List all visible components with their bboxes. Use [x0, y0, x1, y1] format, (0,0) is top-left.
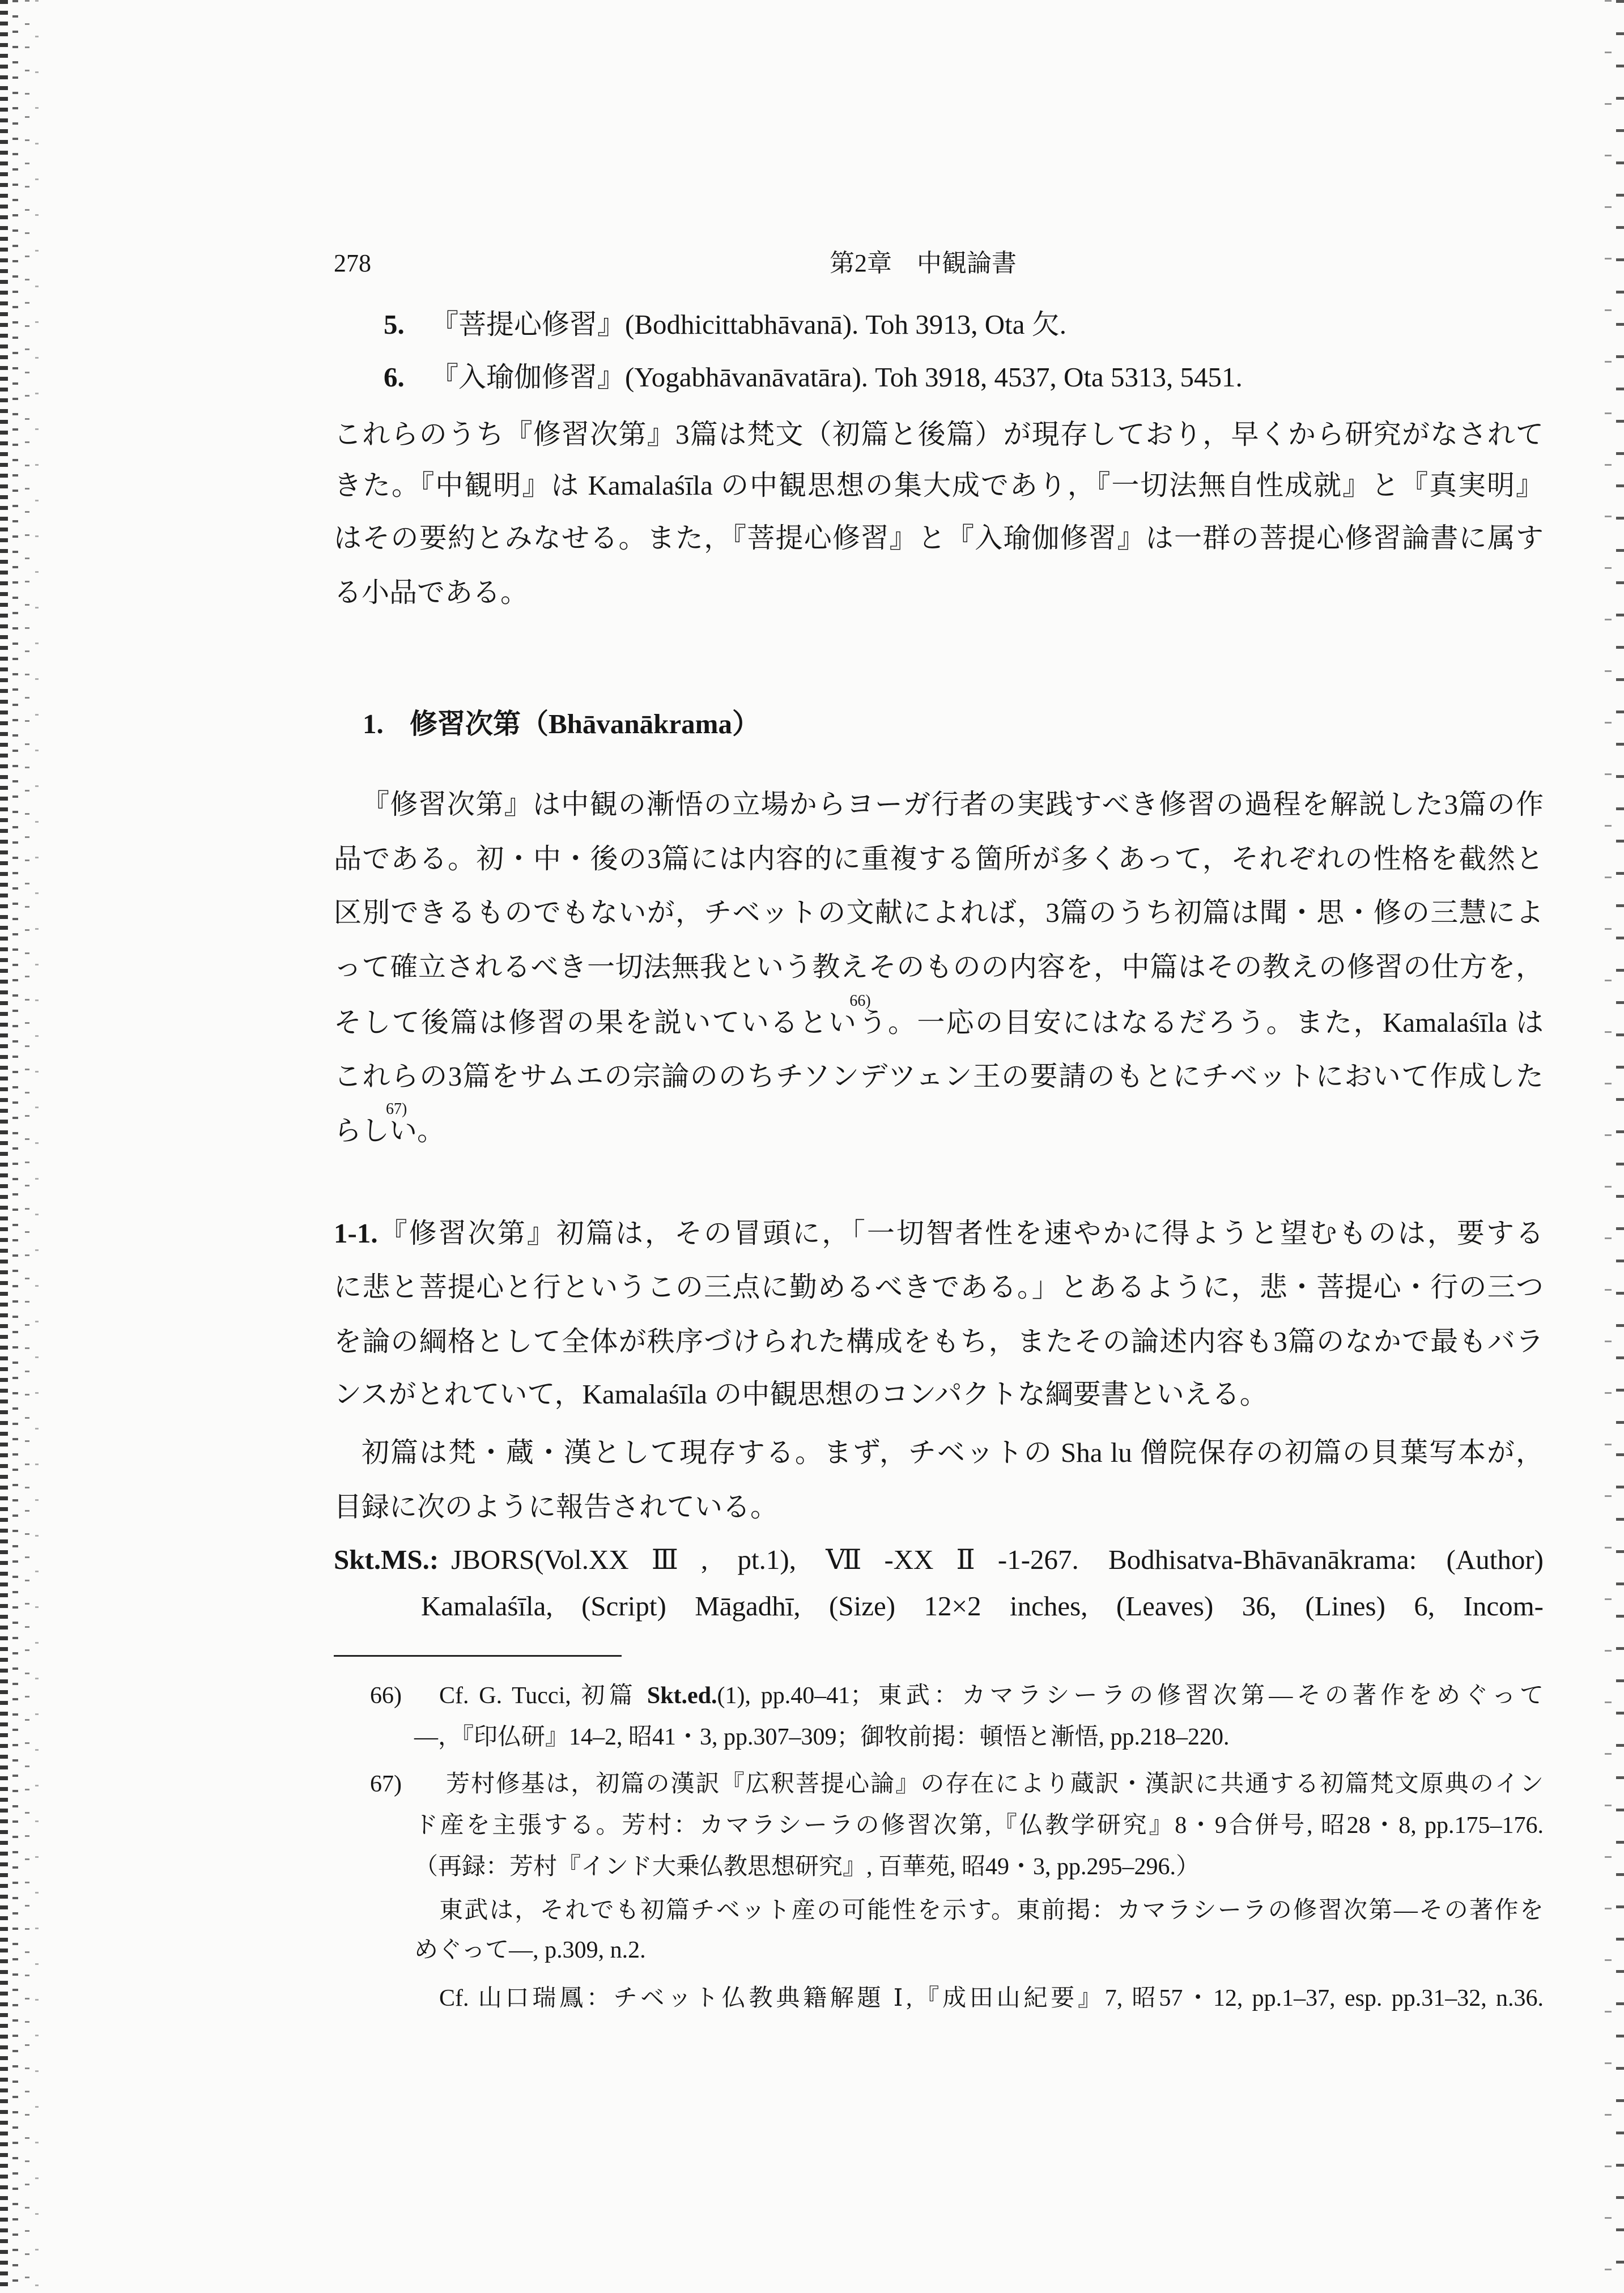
- footnote-line: めぐって―, p.309, n.2.: [414, 1937, 646, 1963]
- subsection-paragraph-line: [334, 1216, 1544, 1250]
- line-text-before-note: らし: [334, 1115, 390, 1146]
- manuscript-label: Skt.MS.:: [334, 1544, 439, 1575]
- footnote-mark: 66): [370, 1683, 402, 1709]
- scan-edge-left: [0, 0, 42, 2293]
- footnote-line: [439, 1682, 1544, 1710]
- footnote-mark: 67): [370, 1771, 402, 1797]
- subsection-paragraph-line: 目録に次のように報告されている。: [334, 1491, 779, 1522]
- footnote-text: (1), pp.40–41；東武：カマラシーラの修習次第―その著作をめぐって: [717, 1683, 1544, 1709]
- subsection-paragraph-line: ンスがとれていて，Kamalaśīla の中観思想のコンパクトな綱要書といえる。: [334, 1379, 1268, 1410]
- footnote-reference-67: 67): [386, 1100, 407, 1118]
- footnote-line: ド産を主張する。芳村：カマラシーラの修習次第,『仏教学研究』8・9合併号, 昭28・8, pp.175–176.: [414, 1813, 1544, 1839]
- footnote-line: Cf. 山口瑞鳳：チベット仏教典籍解題 Ⅰ,『成田山紀要』7, 昭57・12, pp.1–37, esp. pp.31–32, n.36.: [439, 1985, 1544, 2011]
- scan-edge-right: [1599, 0, 1624, 2293]
- footnote-line: （再録：芳村『インド大乗仏教思想研究』, 百華苑, 昭49・3, pp.295–296.）: [414, 1854, 1200, 1880]
- section-paragraph-line: 区別できるものでもないが，チベットの文献によれば，3篇のうち初篇は聞・思・修の三慧によ: [334, 897, 1544, 928]
- footnote-text: Cf. G. Tucci, 初篇: [439, 1683, 647, 1709]
- subsection-number: 1-1.: [334, 1218, 378, 1249]
- line-text-before-note: そして後篇は修習の果を説いているとい: [334, 1007, 858, 1038]
- section-number: 1.: [363, 708, 384, 739]
- works-list-item-text: 『入瑜伽修習』(Yogabhāvanāvatāra). Toh 3918, 4537, Ota 5313, 5451.: [431, 361, 1243, 393]
- subsection-paragraph-line: 初篇は梵・蔵・漢として現存する。まず，チベットの Sha lu 僧院保存の初篇の貝葉写本が，: [362, 1437, 1544, 1468]
- footnote-line: 東武は，それでも初篇チベット産の可能性を示す。東前掲：カマラシーラの修習次第―その著作を: [439, 1898, 1544, 1924]
- intro-paragraph-line: これらのうち『修習次第』3篇は梵文（初篇と後篇）が現存しており，早くから研究がなされて: [334, 419, 1544, 450]
- intro-paragraph-line: る小品である。: [334, 577, 529, 608]
- footnote-bold-text: Skt.ed.: [647, 1683, 717, 1709]
- running-title: 第2章 中観論書: [830, 249, 1017, 277]
- subsection-line-text: 『修習次第』初篇は，その冒頭に，「一切智者性を速やかに得ようと望むものは，要する: [377, 1218, 1544, 1249]
- intro-paragraph-line: はその要約とみなせる。また，『菩提心修習』と『入瑜伽修習』は一群の菩提心修習論書に属す: [334, 522, 1544, 554]
- line-text-after-note: う。一応の目安にはなるだろう。また，Kamalaśīla は: [857, 1007, 1544, 1038]
- works-list-item-number: 5.: [384, 309, 405, 340]
- section-paragraph-line: 『修習次第』は中観の漸悟の立場からヨーガ行者の実践すべき修習の過程を解説した3篇の作: [362, 789, 1544, 820]
- footnote-line: ―，『印仏研』14–2, 昭41・3, pp.307–309；御牧前掲：頓悟と漸悟, pp.218–220.: [414, 1724, 1230, 1750]
- section-paragraph-line: って確立されるべき一切法無我という教えそのものの内容を，中篇はその教えの修習の仕方を，: [334, 951, 1544, 982]
- footnote-separator-rule: [334, 1655, 622, 1657]
- footnote-reference-66: 66): [849, 992, 871, 1010]
- section-title: 修習次第（Bhāvanākrama）: [410, 708, 760, 739]
- manuscript-details: JBORS(Vol.XXⅢ, pt.1), Ⅶ-XXⅡ-1-267. Bodhisatva-Bhāvanākrama: (Author): [451, 1544, 1544, 1575]
- manuscript-entry-line: [334, 1543, 1544, 1577]
- intro-paragraph-line: きた。『中観明』は Kamalaśīla の中観思想の集大成であり，『一切法無自性成就』と『真実明』: [334, 470, 1544, 501]
- page-number: 278: [334, 249, 371, 277]
- subsection-paragraph-line: に悲と菩提心と行というこの三点に勤めるべきである。」とあるように，悲・菩提心・行の三つ: [334, 1271, 1544, 1303]
- section-paragraph-line: [334, 992, 1544, 1040]
- section-paragraph-line: 品である。初・中・後の3篇には内容的に重複する箇所が多くあって，それぞれの性格を截然と: [334, 843, 1544, 874]
- section-paragraph-line: これらの3篇をサムエの宗論ののちチソンデツェン王の要請のもとにチベットにおいて作成した: [334, 1061, 1544, 1092]
- subsection-paragraph-line: を論の綱格として全体が秩序づけられた構成をもち，またその論述内容も3篇のなかで最もバラ: [334, 1326, 1544, 1357]
- line-text-after-note: い。: [389, 1115, 445, 1146]
- section-paragraph-line: [334, 1100, 1544, 1148]
- footnote-line: 芳村修基は，初篇の漢訳『広釈菩提心論』の存在により蔵訳・漢訳に共通する初篇梵文原典のイン: [446, 1771, 1544, 1797]
- works-list-item-text: 『菩提心修習』(Bodhicittabhāvanā). Toh 3913, Ota 欠.: [431, 309, 1067, 340]
- works-list-item-number: 6.: [384, 361, 405, 393]
- manuscript-entry-line: Kamalaśīla, (Script) Māgadhī, (Size) 12×2 inches, (Leaves) 36, (Lines) 6, Incom-: [421, 1590, 1544, 1622]
